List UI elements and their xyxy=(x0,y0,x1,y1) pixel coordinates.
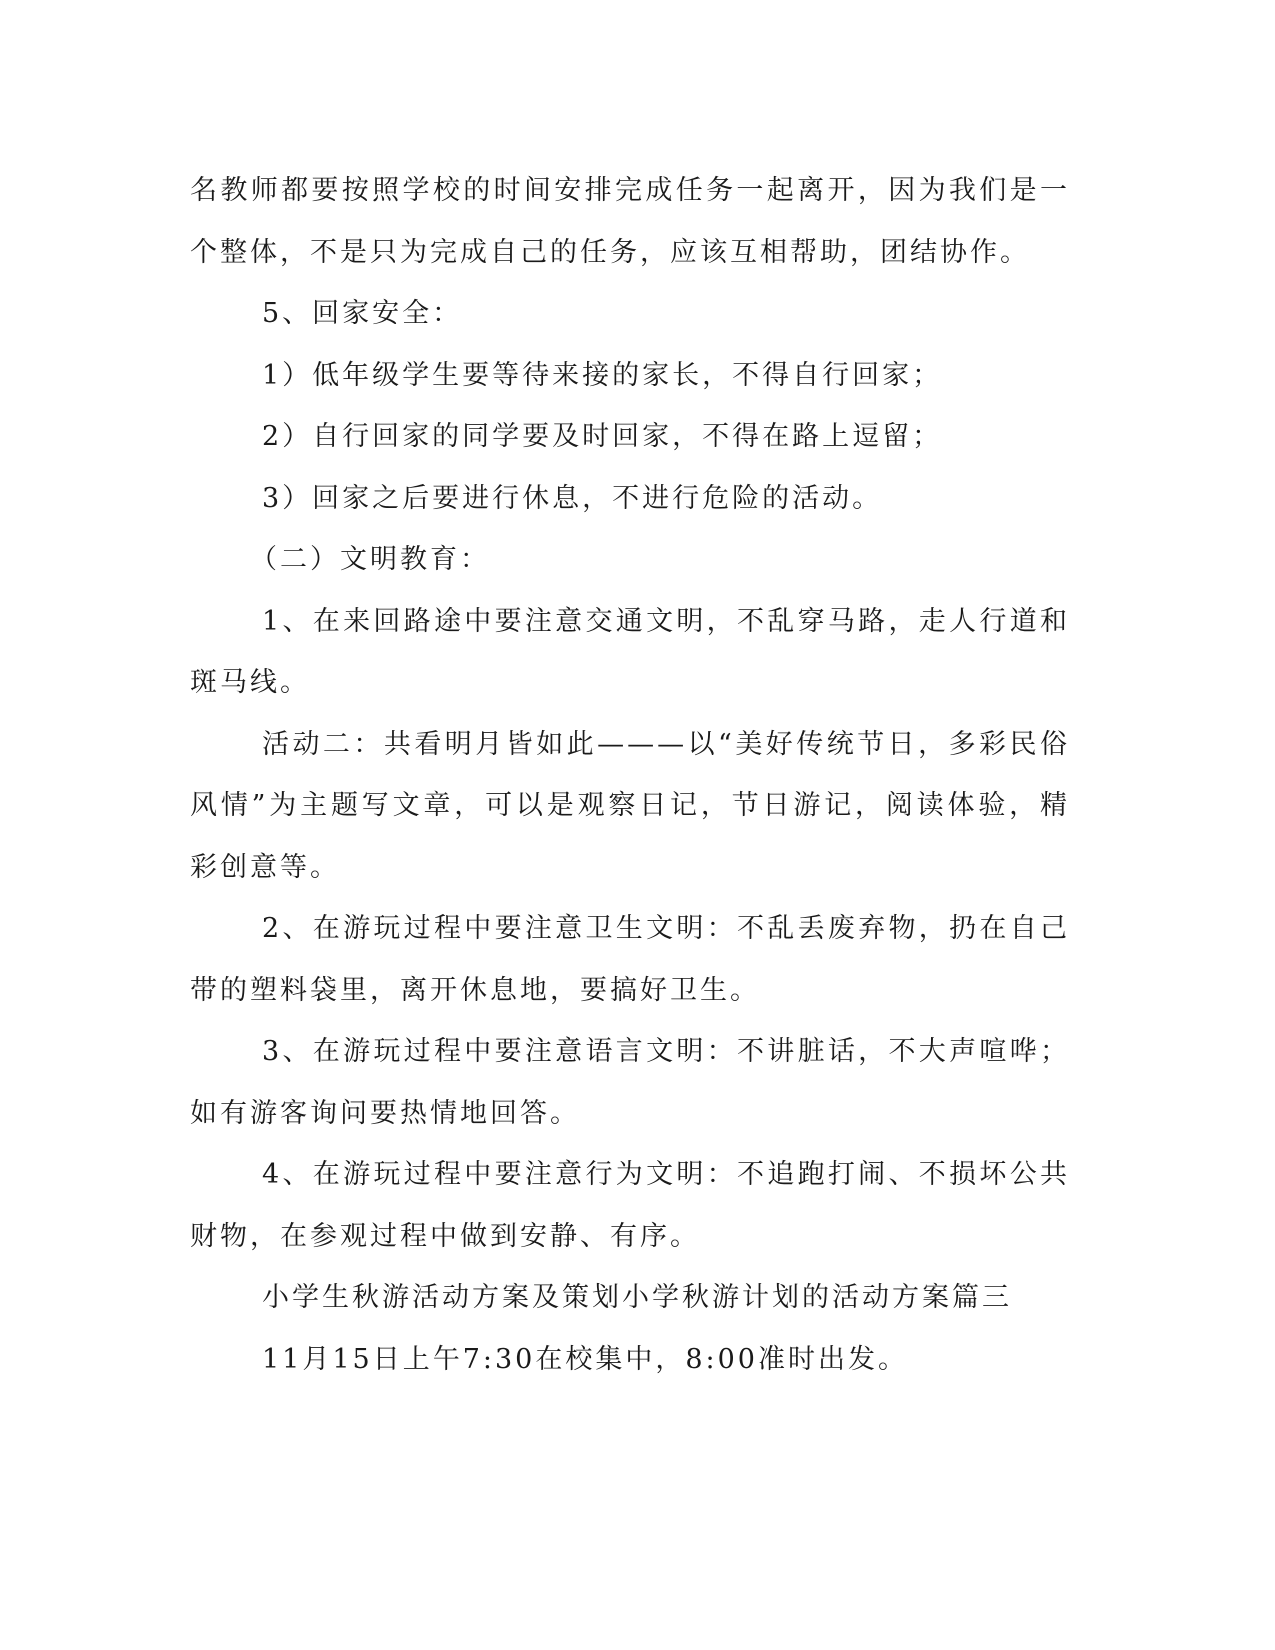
paragraph: 1、在来回路途中要注意交通文明，不乱穿马路，走人行道和斑马线。 xyxy=(190,605,1070,698)
document-body xyxy=(190,160,1070,1390)
paragraph: 3、在游玩过程中要注意语言文明：不讲脏话，不大声喧哗；如有游客询问要热情地回答。 xyxy=(190,1036,1070,1129)
paragraph: 11月15日上午7:30在校集中，8:00准时出发。 xyxy=(262,1343,908,1375)
paragraph: 2、在游玩过程中要注意卫生文明：不乱丢废弃物，扔在自己带的塑料袋里，离开休息地，要搞好卫生。 xyxy=(190,913,1070,1006)
paragraph: 活动二：共看明月皆如此———以“美好传统节日，多彩民俗风情”为主题写文章，可以是观察日记，节日游记，阅读体验，精彩创意等。 xyxy=(190,728,1070,883)
paragraph: 1）低年级学生要等待来接的家长，不得自行回家； xyxy=(262,359,943,391)
paragraph: 名教师都要按照学校的时间安排完成任务一起离开，因为我们是一个整体，不是只为完成自己的任务，应该互相帮助，团结协作。 xyxy=(190,175,1070,268)
section-heading: （二）文明教育： xyxy=(250,544,490,575)
section-title: 小学生秋游活动方案及策划小学秋游计划的活动方案篇三 xyxy=(262,1282,1012,1313)
paragraph: 2）自行回家的同学要及时回家，不得在路上逗留； xyxy=(262,421,943,452)
paragraph: 3）回家之后要进行休息，不进行危险的活动。 xyxy=(262,482,883,514)
paragraph: 5、回家安全： xyxy=(262,298,463,329)
paragraph: 4、在游玩过程中要注意行为文明：不追跑打闹、不损坏公共财物，在参观过程中做到安静、有序。 xyxy=(190,1159,1070,1252)
